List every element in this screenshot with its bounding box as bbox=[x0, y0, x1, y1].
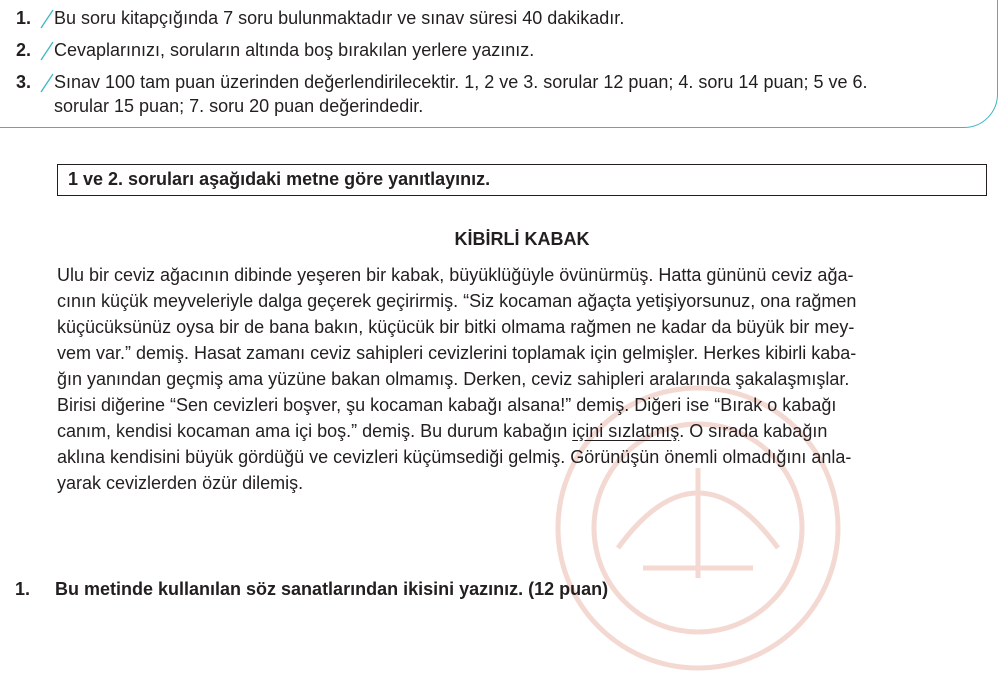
story-line: cının küçük meyveleriyle dalga geçerek geçirirmiş. “Siz kocaman ağaçta yetişiyorsunuz, ona rağmen bbox=[57, 291, 857, 311]
instruction-number: 1. bbox=[16, 8, 32, 28]
instruction-text: Sınav 100 tam puan üzerinden değerlendirilecektir. 1, 2 ve 3. sorular 12 puan; 4. soru 14 puan; 5 ve 6. bbox=[54, 72, 868, 92]
reading-instruction-text: 1 ve 2. soruları aşağıdaki metne göre yanıtlayınız. bbox=[68, 169, 491, 189]
story-text-segment: . O sırada kabağın bbox=[679, 421, 828, 441]
story-line: yarak cevizlerden özür dilemiş. bbox=[57, 473, 304, 493]
instruction-text: Cevaplarınızı, soruların altında boş bırakılan yerlere yazınız. bbox=[54, 40, 535, 60]
story-line bbox=[57, 418, 827, 444]
story-title: KİBİRLİ KABAK bbox=[454, 229, 590, 249]
reading-instruction-box bbox=[57, 164, 987, 196]
story-line: Birisi diğerine “Sen cevizleri boşver, şu kocaman kabağı alsana!” demiş. Diğeri ise “Bırak o kabağı bbox=[57, 395, 837, 415]
question-text: Bu metinde kullanılan söz sanatlarından ikisini yazınız. (12 puan) bbox=[55, 579, 609, 599]
story-line: ğın yanından geçmiş ama yüzüne bakan olmamış. Derken, ceviz sahipleri aralarında şakalaşmışlar. bbox=[57, 369, 850, 389]
story-line: küçücüksünüz oysa bir de bana bakın, küçücük bir bitki olmama rağmen ne kadar da büyük bir mey- bbox=[57, 317, 855, 337]
underlined-phrase: içini sızlatmış bbox=[572, 421, 680, 441]
instruction-text-continued: sorular 15 puan; 7. soru 20 puan değerindedir. bbox=[54, 96, 424, 116]
instruction-text: Bu soru kitapçığında 7 soru bulunmaktadır ve sınav süresi 40 dakikadır. bbox=[54, 8, 625, 28]
story-line: Ulu bir ceviz ağacının dibinde yeşeren bir kabak, büyüklüğüyle övünürmüş. Hatta gününü ceviz ağa- bbox=[57, 265, 854, 285]
instruction-number: 2. bbox=[16, 40, 32, 60]
question-number: 1. bbox=[15, 579, 31, 599]
story-text-segment: canım, kendisi kocaman ama içi boş.” demiş. Bu durum kabağın bbox=[57, 421, 573, 441]
story-line: aklına kendisini büyük gördüğü ve cevizleri küçümsediği gelmiş. Görünüşün önemli olmadığını anla- bbox=[57, 447, 852, 467]
story-line: vem var.” demiş. Hasat zamanı ceviz sahipleri cevizlerini toplamak için gelmişler. Herkes kibirli kaba- bbox=[57, 343, 857, 363]
instruction-number: 3. bbox=[16, 72, 32, 92]
